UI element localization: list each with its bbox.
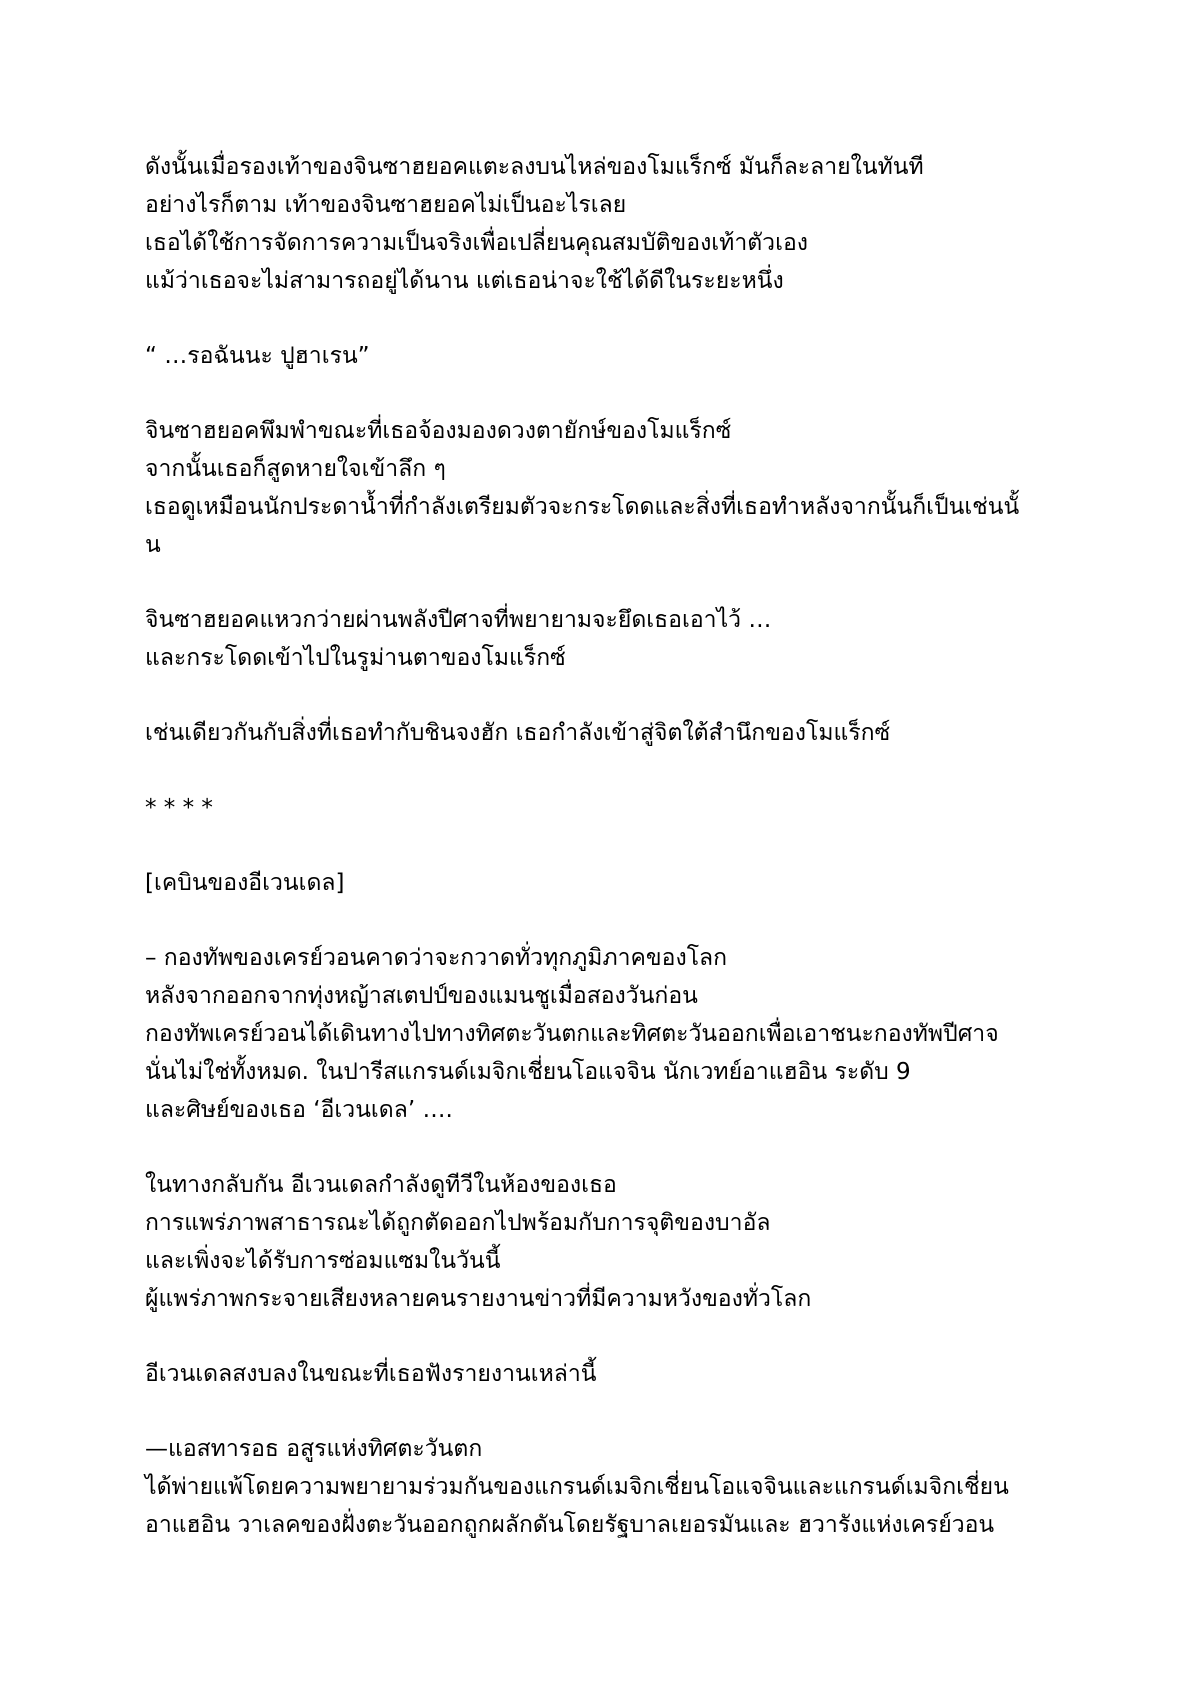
text-line: กองทัพเครย์วอนได้เดินทางไปทางทิศตะวันตกและทิศตะวันออกเพื่อเอาชนะกองทัพปีศาจ <box>145 1021 999 1047</box>
text-line: – กองทัพของเครย์วอนคาดว่าจะกวาดทั่วทุกภูมิภาคของโลก <box>145 945 728 971</box>
text-line: อย่างไรก็ตาม เท้าของจินซาฮยอคไม่เป็นอะไรเลย <box>145 192 627 218</box>
text-line: เธอดูเหมือนนักประดาน้ำที่กำลังเตรียมตัวจะกระโดดและสิ่งที่เธอทำหลังจากนั้นก็เป็นเช่นนั้ <box>145 494 1020 520</box>
paragraph <box>145 1355 1065 1393</box>
text-line: นั่นไม่ใช่ทั้งหมด. ในปารีสแกรนด์เมจิกเชี่ยนโอแจจิน นักเวทย์อาแฮอิน ระดับ 9 <box>145 1059 911 1085</box>
text-line: ในทางกลับกัน อีเวนเดลกำลังดูทีวีในห้องของเธอ <box>145 1172 617 1198</box>
text-line: หลังจากออกจากทุ่งหญ้าสเตปป์ของแมนชูเมื่อสองวันก่อน <box>145 983 698 1009</box>
text-line: จากนั้นเธอก็สูดหายใจเข้าลึก ๆ <box>145 456 446 482</box>
text-line: อีเวนเดลสงบลงในขณะที่เธอฟังรายงานเหล่านี้ <box>145 1361 597 1387</box>
dialogue-line: “ …รอฉันนะ ปูฮาเรน” <box>145 343 370 369</box>
scene-heading: [เคบินของอีเวนเดล] <box>145 870 345 896</box>
paragraph <box>145 337 1065 375</box>
paragraph <box>145 1430 1065 1544</box>
text-line: อาแฮอิน วาเลคของฝั่งตะวันออกถูกผลักดันโดยรัฐบาลเยอรมันและ ฮวารังแห่งเครย์วอน <box>145 1512 995 1538</box>
paragraph <box>145 864 1065 902</box>
paragraph <box>145 148 1065 300</box>
scene-break <box>145 789 1065 827</box>
text-line: —แอสทารอธ อสูรแห่งทิศตะวันตก <box>145 1436 483 1462</box>
paragraph <box>145 714 1065 752</box>
text-line: และกระโดดเข้าไปในรูม่านตาของโมแร็กซ์ <box>145 645 566 671</box>
paragraph <box>145 601 1065 677</box>
text-line: เธอได้ใช้การจัดการความเป็นจริงเพื่อเปลี่ยนคุณสมบัติของเท้าตัวเอง <box>145 230 808 256</box>
text-line: ดังนั้นเมื่อรองเท้าของจินซาฮยอคแตะลงบนไหล่ของโมแร็กซ์ มันก็ละลายในทันที <box>145 154 924 180</box>
text-line: และศิษย์ของเธอ ‘อีเวนเดล’ …. <box>145 1097 453 1123</box>
text-line: ได้พ่ายแพ้โดยความพยายามร่วมกันของแกรนด์เมจิกเชี่ยนโอแจจินและแกรนด์เมจิกเชี่ยน <box>145 1474 1009 1500</box>
text-line: การแพร่ภาพสาธารณะได้ถูกตัดออกไปพร้อมกับการจุติของบาอัล <box>145 1210 771 1236</box>
text-line: จินซาฮยอคพึมพำขณะที่เธอจ้องมองดวงตายักษ์ของโมแร็กซ์ <box>145 418 732 444</box>
paragraph <box>145 412 1065 564</box>
text-line: น <box>145 532 161 558</box>
text-line: แม้ว่าเธอจะไม่สามารถอยู่ได้นาน แต่เธอน่าจะใช้ได้ดีในระยะหนึ่ง <box>145 268 784 294</box>
text-line: จินซาฮยอคแหวกว่ายผ่านพลังปีศาจที่พยายามจะยึดเธอเอาไว้ … <box>145 607 772 633</box>
paragraph <box>145 1166 1065 1318</box>
paragraph <box>145 939 1065 1129</box>
text-line: และเพิ่งจะได้รับการซ่อมแซมในวันนี้ <box>145 1248 501 1274</box>
scene-break-marker: * * * * <box>145 795 213 821</box>
text-line: ผู้แพร่ภาพกระจายเสียงหลายคนรายงานข่าวที่มีความหวังของทั่วโลก <box>145 1286 812 1312</box>
text-line: เช่นเดียวกันกับสิ่งที่เธอทำกับชินจงฮัก เธอกำลังเข้าสู่จิตใต้สำนึกของโมแร็กซ์ <box>145 720 891 746</box>
document-page <box>145 148 1065 1544</box>
